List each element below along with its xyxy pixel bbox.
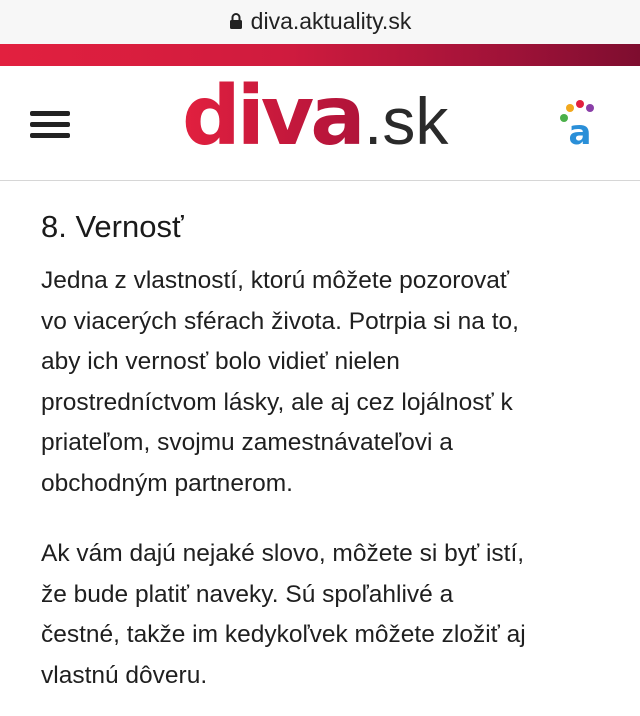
paragraph-line: prostredníctvom lásky, ale aj cez lojálnosť k [41, 388, 513, 416]
logo-suffix-text: .sk [364, 84, 449, 158]
menu-bar-middle [30, 122, 70, 127]
url-display[interactable] [229, 8, 412, 35]
menu-bar-top [30, 111, 70, 116]
paragraph-line: obchodným partnerom. [41, 469, 293, 497]
paragraph-line: že bude platiť naveky. Sú spoľahlivé a [41, 580, 454, 608]
hamburger-menu-icon[interactable] [28, 107, 72, 143]
paragraph-line: vo viacerých sférach života. Potrpia si na to, [41, 307, 519, 335]
site-header [0, 66, 640, 181]
paragraph-line: Jedna z vlastností, ktorú môžete pozorovať [41, 267, 510, 294]
badge-dot-red [576, 100, 584, 108]
badge-letter: a [568, 113, 592, 148]
paragraph-line: priateľom, svojmu zamestnávateľovi a [41, 429, 453, 456]
article-paragraph-2 [41, 534, 611, 696]
lock-icon [229, 12, 243, 30]
article-body [41, 207, 611, 696]
browser-url-bar[interactable] [0, 0, 640, 44]
paragraph-line: vlastnú dôveru. [41, 661, 208, 689]
url-text: diva.aktuality.sk [250, 7, 412, 34]
paragraph-line: aby ich vernosť bolo vidieť nielen [41, 348, 400, 375]
paragraph-line: čestné, takže im kedykoľvek môžete zložiť aj [41, 621, 526, 648]
brand-accent-stripe [0, 44, 640, 66]
logo-main-text: diva [182, 76, 362, 164]
diva-logo[interactable] [182, 76, 462, 166]
badge-dot-purple [586, 104, 594, 112]
badge-dot-orange [566, 104, 574, 112]
badge-dot-green [560, 114, 568, 122]
aktuality-logo-icon[interactable] [556, 98, 604, 148]
section-heading: 8. Vernosť [41, 209, 184, 244]
menu-bar-bottom [30, 133, 70, 138]
paragraph-line: Ak vám dajú nejaké slovo, môžete si byť istí, [41, 540, 525, 567]
article-paragraph-1 [41, 261, 611, 504]
